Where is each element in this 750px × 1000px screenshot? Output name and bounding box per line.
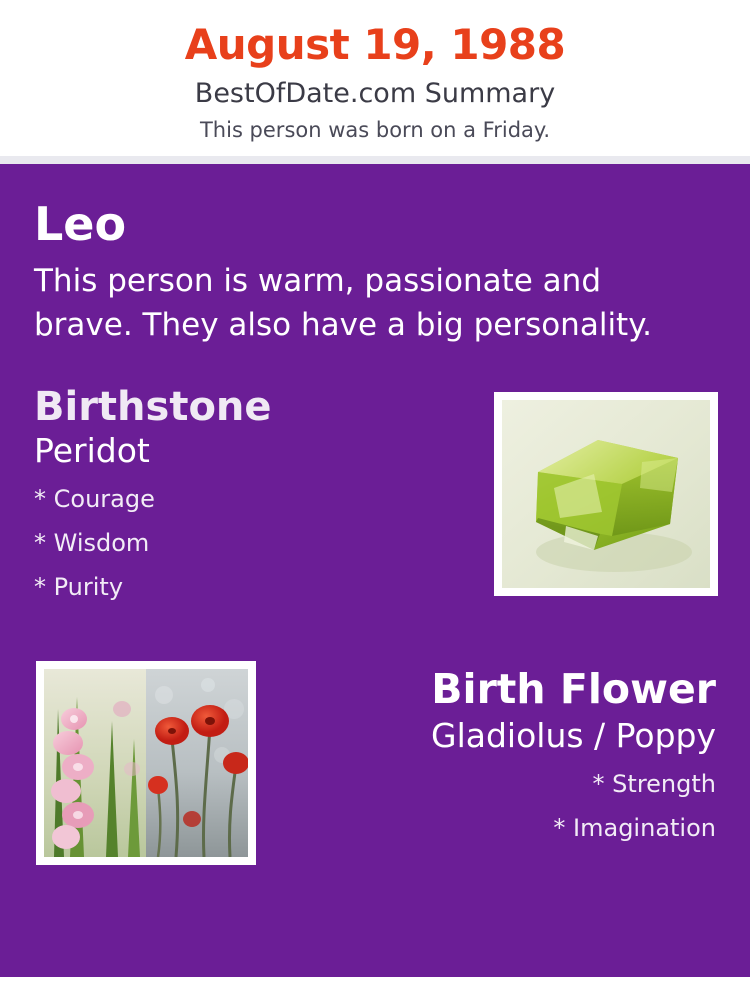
main-content: [0, 164, 750, 977]
birthstone-trait: * Wisdom: [34, 529, 150, 558]
birthstone-text: [34, 385, 464, 603]
birthstone-image: [502, 400, 710, 588]
header: [0, 0, 750, 156]
peridot-gemstone-icon: [502, 400, 710, 588]
gladiolus-image: [44, 669, 146, 857]
birth-flower-image: [44, 669, 248, 857]
birthstone-section: [34, 385, 716, 615]
birthstone-photo: [494, 392, 718, 596]
birthstone-trait: * Courage: [34, 485, 155, 514]
birth-flower-trait: * Imagination: [553, 814, 716, 843]
birthstone-heading: Birthstone: [34, 383, 272, 430]
birth-flower-trait: * Strength: [592, 770, 716, 799]
poppy-flower-icon: [146, 669, 248, 857]
birthstone-name: Peridot: [34, 430, 150, 470]
birth-flower-name: Gladiolus / Poppy: [431, 715, 716, 755]
birth-flower-section: [34, 661, 716, 881]
poppy-image: [146, 669, 248, 857]
gladiolus-flower-icon: [44, 669, 146, 857]
birthstone-trait: * Purity: [34, 573, 124, 602]
birth-flower-text: [282, 661, 716, 844]
header-divider: [0, 156, 750, 164]
zodiac-sign-name: Leo: [34, 197, 127, 252]
birth-flower-heading: Birth Flower: [431, 664, 716, 713]
page-title: August 19, 1988: [184, 20, 566, 69]
born-day-text: This person was born on a Friday.: [199, 118, 551, 143]
birth-flower-photo: [36, 661, 256, 865]
site-summary-label: BestOfDate.com Summary: [194, 78, 556, 110]
zodiac-description: This person is warm, passionate and brave. They also have a big personality.: [34, 262, 652, 343]
